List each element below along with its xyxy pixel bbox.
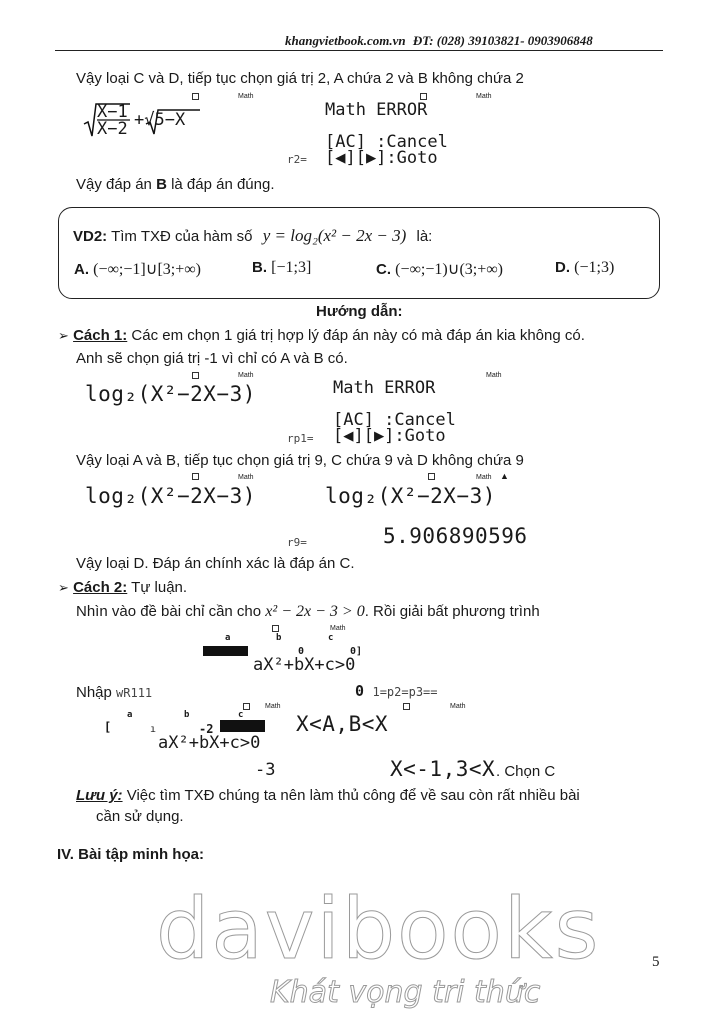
calc-status-icon bbox=[420, 93, 427, 100]
math-tag: Math bbox=[486, 372, 502, 379]
math-tag: Math bbox=[238, 372, 254, 379]
math-error-text: Math ERROR bbox=[333, 378, 436, 398]
watermark-slogan: Khát vọng tri thức bbox=[270, 975, 541, 1010]
vd2-option-d: D. (−1;3) bbox=[555, 259, 615, 276]
math-tag: Math bbox=[450, 703, 466, 710]
sqrt-tail: +√5−X bbox=[134, 110, 186, 130]
way2-label: Cách 2: bbox=[73, 579, 128, 596]
paragraph-loai-d: Vậy loại D. Đáp án chính xác là đáp án C. bbox=[76, 555, 355, 572]
paragraph-loai-cd: Vậy loại C và D, tiếp tục chọn giá trị 2, A chứa 2 và B không chứa 2 bbox=[76, 70, 524, 87]
calc-screen-sqrt-expr bbox=[82, 100, 212, 140]
vd2-label: VD2: bbox=[73, 228, 108, 245]
calc-status-icon bbox=[243, 703, 250, 710]
guide-title: Hướng dẫn: bbox=[316, 303, 403, 320]
bracket-open: [ bbox=[104, 720, 112, 734]
way2-paragraph: ➢ Cách 2: Tự luận. bbox=[58, 579, 188, 596]
way2-line: Nhìn vào đề bài chỉ cần cho x² − 2x − 3 > 0. Rồi giải bất phương trình bbox=[76, 603, 540, 620]
ac-cancel-text: [AC] :Cancel bbox=[333, 410, 456, 430]
math-tag: Math bbox=[330, 625, 346, 632]
calc-status-icon bbox=[403, 703, 410, 710]
digit-zero: 0 bbox=[298, 646, 305, 657]
ac-cancel-text: [AC] :Cancel bbox=[325, 132, 448, 152]
calc-log-expr: log₂(X²−2X−3) bbox=[325, 484, 496, 508]
coef-a-label: a bbox=[127, 710, 133, 720]
calc-result-value: X<-1,3<X bbox=[390, 757, 496, 781]
coef-c-label: c bbox=[238, 710, 244, 720]
section-title: IV. Bài tập minh họa: bbox=[57, 846, 204, 863]
calc-log-expr: log₂(X²−2X−3) bbox=[85, 484, 256, 508]
math-error-text: Math ERROR bbox=[325, 100, 428, 120]
page-number: 5 bbox=[652, 954, 660, 970]
nhap-tail: 0 1=p2=p3== bbox=[355, 682, 438, 700]
r2-label: r2= bbox=[287, 153, 307, 166]
way1-label: Cách 1: bbox=[73, 327, 128, 344]
goto-text: [◀][▶]:Goto bbox=[333, 426, 446, 446]
note-line2: cần sử dụng. bbox=[96, 808, 184, 825]
nhap-line: Nhập wR111 bbox=[76, 684, 153, 701]
vd2-option-b: B. [−1;3] bbox=[252, 259, 312, 276]
math-tag: Math bbox=[238, 93, 254, 100]
header-phone: ĐT: (028) 39103821- 0903906848 bbox=[412, 33, 593, 48]
calc-status-icon bbox=[192, 93, 199, 100]
math-tag: Math bbox=[265, 703, 281, 710]
way1-line2: Anh sẽ chọn giá trị -1 vì chỉ có A và B có. bbox=[76, 350, 348, 367]
goto-text: [◀][▶]:Goto bbox=[325, 148, 438, 168]
paragraph-conclusion-b: Vậy đáp án B là đáp án đúng. bbox=[76, 176, 275, 193]
calc-inequality: aX²+bX+c>0 bbox=[253, 655, 356, 675]
vd2-question-box bbox=[58, 207, 660, 299]
calc-status-icon bbox=[428, 473, 435, 480]
paragraph-loai-ab: Vậy loại A và B, tiếp tục chọn giá trị 9, C chứa 9 và D không chứa 9 bbox=[76, 452, 524, 469]
math-tag: Math bbox=[476, 93, 492, 100]
vd2-question-text: Tìm TXĐ của hàm số bbox=[111, 228, 253, 245]
math-tag: Math bbox=[238, 474, 254, 481]
coef-c-label: c bbox=[328, 633, 334, 643]
rp1-label: rp1= bbox=[287, 432, 314, 445]
header-divider bbox=[55, 50, 663, 51]
vd2-function: y = log₂(x² − 2x − 3) bbox=[262, 226, 407, 245]
arrow-bullet-icon: ➢ bbox=[58, 580, 69, 595]
calc-cursor-block bbox=[220, 720, 265, 732]
sqrt-denominator: X−2 bbox=[97, 119, 128, 139]
coef-b-label: b bbox=[276, 633, 282, 643]
digit-one: ı bbox=[150, 724, 157, 735]
vd2-option-c: C. (−∞;−1)∪(3;+∞) bbox=[376, 261, 503, 278]
coef-a-label: a bbox=[225, 633, 231, 643]
way1-paragraph: ➢ Cách 1: Các em chọn 1 giá trị hợp lý đáp án này có mà đáp án kia không có. bbox=[58, 327, 585, 344]
vd2-option-a: A. (−∞;−1]∪[3;+∞) bbox=[74, 261, 201, 278]
scroll-up-icon: ▲ bbox=[500, 471, 509, 481]
note-label: Lưu ý: bbox=[76, 787, 123, 804]
header-bar bbox=[285, 33, 593, 49]
watermark-logo: davibooks bbox=[156, 880, 601, 978]
calc-result-form: X<A,B<X bbox=[296, 712, 389, 736]
coef-c-value: -3 bbox=[255, 760, 276, 780]
math-tag: Math bbox=[476, 474, 492, 481]
header-website: khangvietbook.com.vn bbox=[285, 33, 406, 48]
calc-status-icon bbox=[272, 625, 279, 632]
vd2-question: VD2: Tìm TXĐ của hàm số y = log₂(x² − 2x − 3) là: bbox=[73, 226, 433, 245]
arrow-bullet-icon: ➢ bbox=[58, 328, 69, 343]
coef-b-value: -2 bbox=[199, 722, 214, 736]
coef-b-label: b bbox=[184, 710, 190, 720]
calc-status-icon bbox=[192, 473, 199, 480]
key-sequence: wR111 bbox=[116, 686, 153, 700]
sqrt-numerator: X−1 bbox=[97, 102, 128, 122]
chon-c-text: . Chọn C bbox=[496, 763, 556, 780]
r9-label: r9= bbox=[287, 536, 307, 549]
calc-log-expr: log₂(X²−2X−3) bbox=[85, 382, 256, 406]
calc-inequality: aX²+bX+c>0 bbox=[158, 733, 261, 753]
r9-result: 5.906890596 bbox=[383, 524, 528, 548]
calc-cursor-block bbox=[203, 646, 248, 656]
calc-status-icon bbox=[192, 372, 199, 379]
note-paragraph: Lưu ý: Việc tìm TXĐ chúng ta nên làm thủ công để về sau còn rất nhiều bài bbox=[76, 787, 580, 804]
digit-zero-bracket: 0] bbox=[350, 646, 363, 657]
